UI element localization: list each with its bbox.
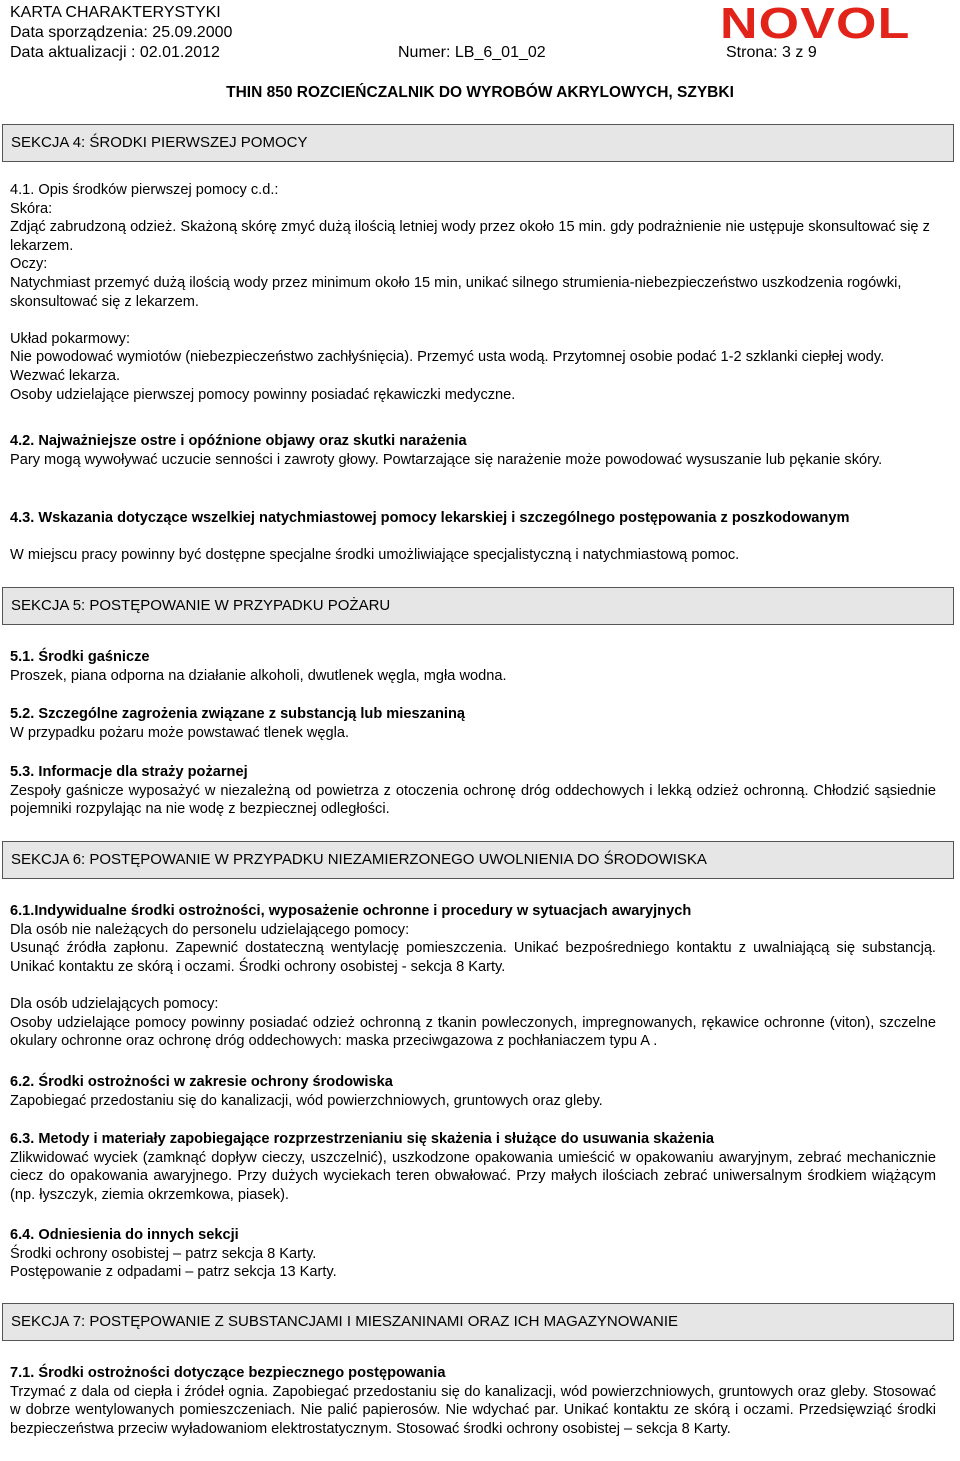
subsection-5-2 <box>10 705 936 742</box>
subsection-4-3-body <box>10 546 936 565</box>
spacer <box>10 976 936 995</box>
subsection-4-2-title: 4.2. Najważniejsze ostre i opóźnione objawy oraz skutki narażenia <box>10 433 467 449</box>
subsection-6-3-text: Zlikwidować wyciek (zamknąć dopływ cieczy, uszczelnić), uszkodzone opakowania umieścić w opakowaniu awaryjnym, zebrać mechanicznie ciecz do opakowania awaryjnego. Przy dużych wyciekach teren obwałować. Przy małych ilościach zebrać uniwersalnym środkiem wiążącym (np. łyszczyk, ziemia okrzemkowa, piasek). <box>10 1149 936 1203</box>
subsection-5-1-title: 5.1. Środki gaśnicze <box>10 649 150 665</box>
subsection-6-4 <box>10 1226 936 1282</box>
ppe-reference: Środki ochrony osobistej – patrz sekcja 8 Karty. <box>10 1245 317 1262</box>
novol-logo: NOVOL <box>720 0 911 48</box>
subsection-5-1-text: Proszek, piana odporna na działanie alkoholi, dwutlenek węgla, mgła wodna. <box>10 667 507 684</box>
non-personnel-text: Usunąć źródła zapłonu. Zapewnić dostateczną wentylację pomieszczenia. Unikać bezpośredniego kontaktu z uwalniającą się substancją. Unikać kontaktu ze skórą i oczami. Środki ochrony osobistej - sekcja 8 Karty. <box>10 940 936 975</box>
subsection-7-1-title: 7.1. Środki ostrożności dotyczące bezpiecznego postępowania <box>10 1365 446 1381</box>
subsection-6-1 <box>10 902 936 1051</box>
skin-text: Zdjąć zabrudzoną odzież. Skażoną skórę zmyć dużą ilością letniej wody przez około 15 min. gdy podrażnienie nie ustępuje skonsultować się z lekarzem. <box>10 219 930 254</box>
subsection-4-3-title: 4.3. Wskazania dotyczące wszelkiej natychmiastowej pomocy lekarskiej i szczególnego postępowania z poszkodowanym <box>10 510 850 526</box>
page-number: Strona: 3 z 9 <box>726 44 817 61</box>
subsection-6-2 <box>10 1073 936 1110</box>
subsection-6-4-title: 6.4. Odniesienia do innych sekcji <box>10 1227 239 1243</box>
creation-date: Data sporządzenia: 25.09.2000 <box>10 24 233 41</box>
subsection-4-3-text: W miejscu pracy powinny być dostępne specjalne środki umożliwiające specjalistyczną i natychmiastową pomoc. <box>10 547 740 563</box>
responders-text: Osoby udzielające pomocy powinny posiadać odzież ochronną z tkanin powleczonych, impregnowanych, rękawice ochronne (viton), szczelne okulary ochronne oraz ochronę dróg oddechowych: maska przeciwgazowa z pochłaniaczem typu A . <box>10 1014 936 1050</box>
section-4-header: SEKCJA 4: ŚRODKI PIERWSZEJ POMOCY <box>2 124 954 162</box>
eyes-label: Oczy: <box>10 256 48 273</box>
update-date: Data aktualizacji : 02.01.2012 <box>10 44 220 61</box>
spacer <box>10 311 936 330</box>
subsection-5-3 <box>10 763 936 819</box>
subsection-4-2 <box>10 432 936 469</box>
subsection-4-2-text: Pary mogą wywoływać uczucie senności i zawroty głowy. Powtarzające się narażenie może powodować wysuszanie lub pękanie skóry. <box>10 451 883 468</box>
subsection-7-1-text: Trzymać z dala od ciepła i źródeł ognia. Zapobiegać przedostaniu się do kanalizacji, wód powierzchniowych, gruntowych oraz gleby. Stosować w dobrze wentylowanych pomieszczeniach. Nie palić papierosów. Nie wdychać par. Unikać kontaktu ze skórą i oczami. Przedsięwziąć środki bezpieczeństwa przeciw wyładowaniom elektrostatycznym. Stosować środki ochrony osobistej – sekcja 8 Karty. <box>10 1383 936 1437</box>
eyes-text: Natychmiast przemyć dużą ilością wody przez minimum około 15 min, unikać silnego strumienia-niebezpieczeństwo uszkodzenia rogówki, skonsultować się z lekarzem. <box>10 274 902 310</box>
subsection-5-3-text: Zespoły gaśnicze wyposażyć w niezależną od powietrza z otoczenia ochronę dróg oddechowych i lekką odzież ochronną. Chłodzić sąsiednie pojemniki rozpylając na nie wodę z bezpiecznej odległości. <box>10 782 936 818</box>
product-title: THIN 850 ROZCIEŃCZALNIK DO WYROBÓW AKRYLOWYCH, SZYBKI <box>226 84 734 101</box>
section-4-content <box>10 181 936 404</box>
subsection-6-1-title: 6.1.Indywidualne środki ostrożności, wyposażenie ochronne i procedury w sytuacjach awaryjnych <box>10 903 692 919</box>
digestive-label: Układ pokarmowy: <box>10 330 131 347</box>
digestive-text: Nie powodować wymiotów (niebezpieczeństwo zachłyśnięcia). Przemyć usta wodą. Przytomnej osobie podać 1-2 szklanki ciepłej wody. Wezwać lekarza. <box>10 349 885 384</box>
gloves-text: Osoby udzielające pierwszej pomocy powinny posiadać rękawiczki medyczne. <box>10 386 516 403</box>
waste-reference: Postępowanie z odpadami – patrz sekcja 13 Karty. <box>10 1264 337 1281</box>
subsection-5-1 <box>10 648 936 685</box>
subsection-6-2-text: Zapobiegać przedostaniu się do kanalizacji, wód powierzchniowych, gruntowych oraz gleby. <box>10 1092 603 1109</box>
document-number: Numer: LB_6_01_02 <box>398 44 546 61</box>
subsection-5-2-text: W przypadku pożaru może powstawać tlenek węgla. <box>10 724 350 741</box>
subsection-6-3-title: 6.3. Metody i materiały zapobiegające rozprzestrzenianiu się skażenia i służące do usuwania skażenia <box>10 1131 715 1147</box>
subsection-4-1-title: 4.1. Opis środków pierwszej pomocy c.d.: <box>10 182 279 198</box>
non-personnel-label: Dla osób nie należących do personelu udzielającego pomocy: <box>10 921 410 938</box>
section-5-header: SEKCJA 5: POSTĘPOWANIE W PRZYPADKU POŻARU <box>2 587 954 625</box>
subsection-5-3-title: 5.3. Informacje dla straży pożarnej <box>10 764 248 780</box>
doc-type-label: KARTA CHARAKTERYSTYKI <box>10 4 221 21</box>
subsection-6-2-title: 6.2. Środki ostrożności w zakresie ochrony środowiska <box>10 1074 393 1090</box>
section-7-header: SEKCJA 7: POSTĘPOWANIE Z SUBSTANCJAMI I MIESZANINAMI ORAZ ICH MAGAZYNOWANIE <box>2 1303 954 1341</box>
subsection-5-2-title: 5.2. Szczególne zagrożenia związane z substancją lub mieszaniną <box>10 706 465 722</box>
subsection-6-3 <box>10 1130 936 1204</box>
subsection-7-1 <box>10 1364 936 1438</box>
section-6-header: SEKCJA 6: POSTĘPOWANIE W PRZYPADKU NIEZAMIERZONEGO UWOLNIENIA DO ŚRODOWISKA <box>2 841 954 879</box>
skin-label: Skóra: <box>10 200 53 217</box>
subsection-4-3 <box>10 509 910 528</box>
responders-label: Dla osób udzielających pomocy: <box>10 995 219 1012</box>
